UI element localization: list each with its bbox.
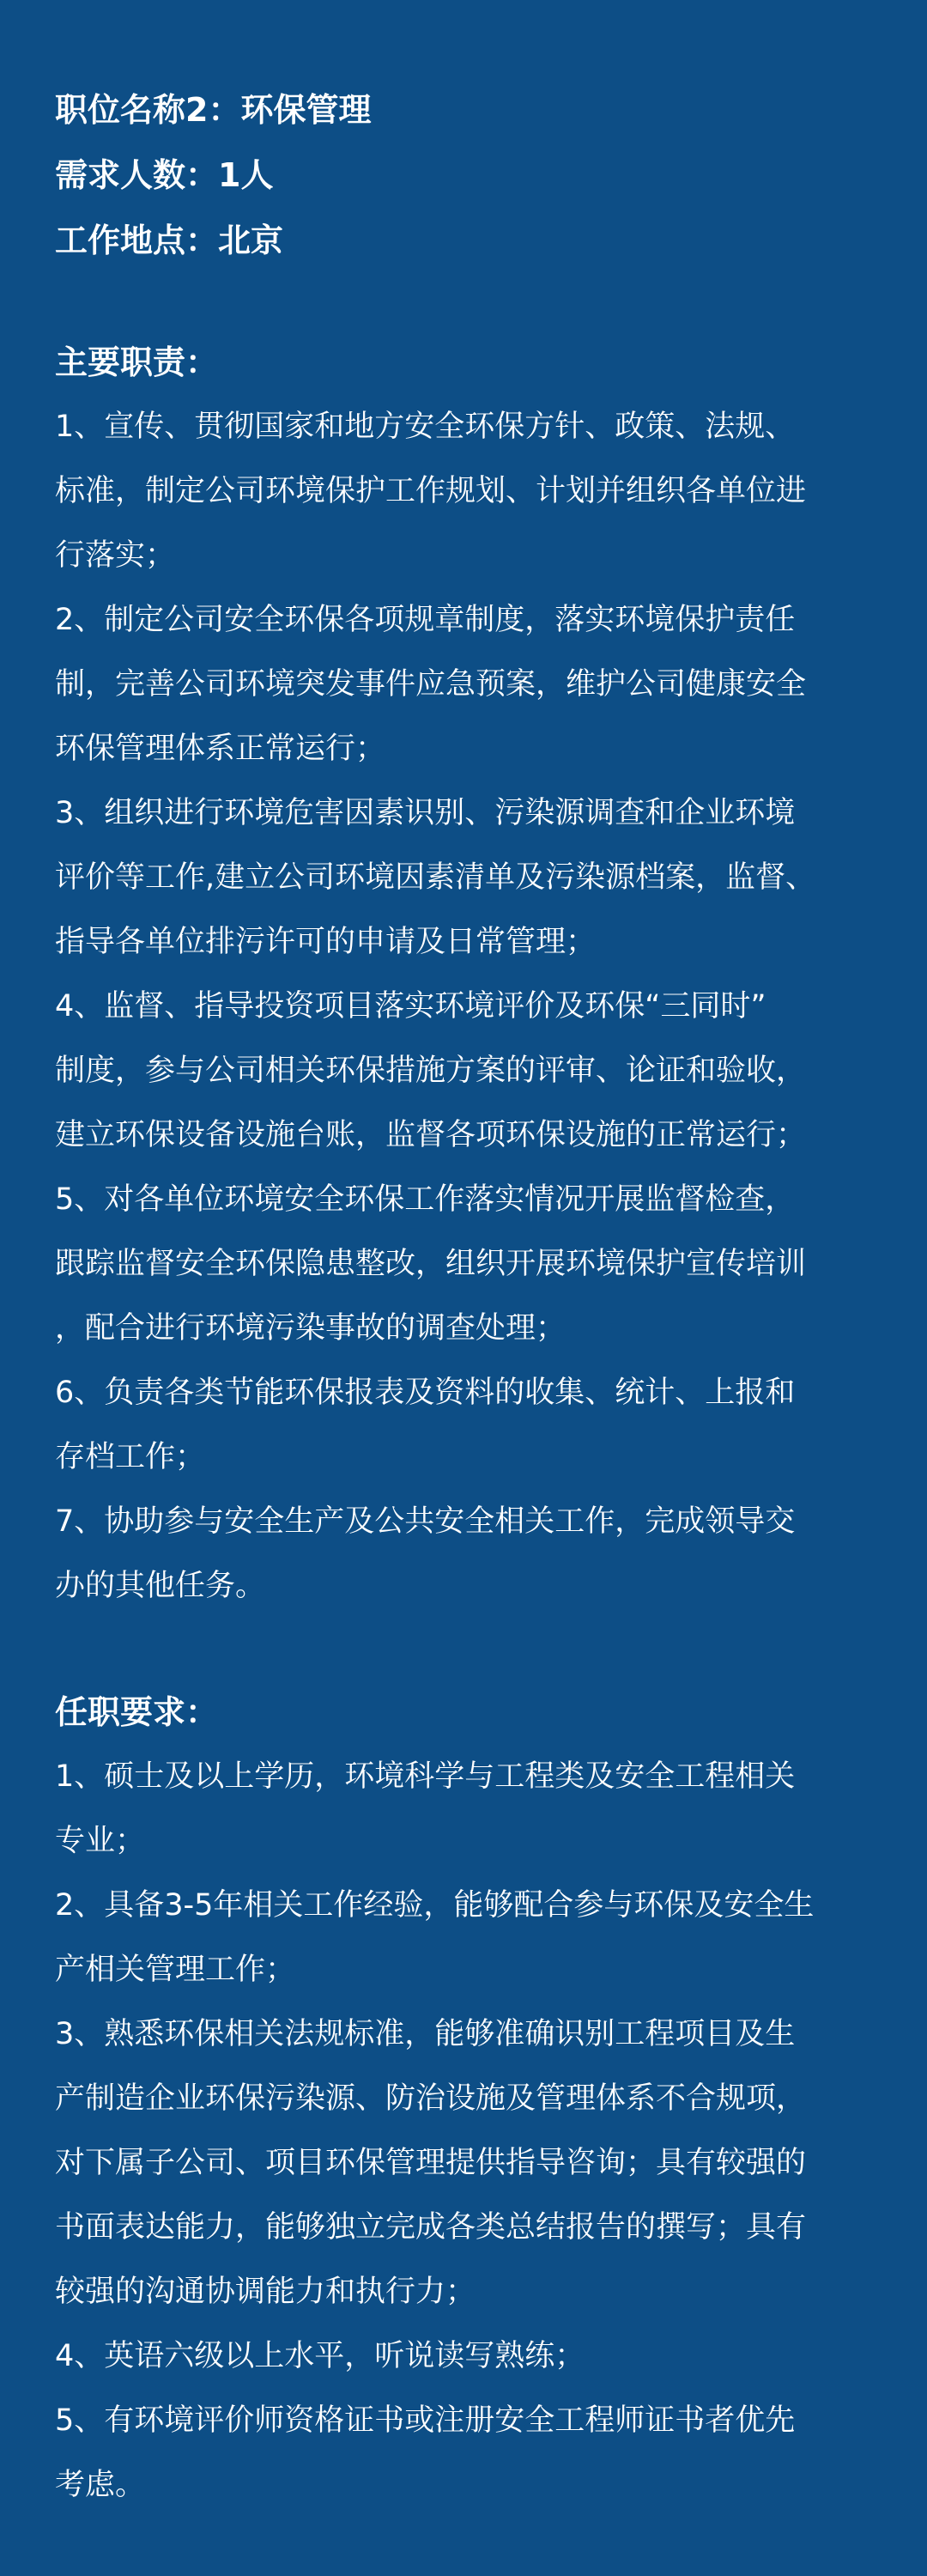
duty-line: 指导各单位排污许可的申请及日常管理； xyxy=(55,925,597,959)
duty-line: 5、对各单位环境安全环保工作落实情况开展监督检查， xyxy=(55,1182,796,1217)
requirement-line: 3、熟悉环保相关法规标准，能够准确识别工程项目及生 xyxy=(55,2017,796,2051)
duty-line: 标准，制定公司环境保护工作规划、计划并组织各单位进 xyxy=(55,474,807,508)
requirements-section xyxy=(55,1680,862,2518)
duty-line: 3、组织进行环境危害因素识别、污染源调查和企业环境 xyxy=(55,796,796,830)
duty-line: 制，完善公司环境突发事件应急预案，维护公司健康安全 xyxy=(55,667,807,702)
duty-line: 评价等工作,建立公司环境因素清单及污染源档案，监督、 xyxy=(55,860,816,895)
duty-line: 存档工作； xyxy=(55,1440,206,1474)
duties-section xyxy=(55,330,862,1619)
duty-line: 制度，参与公司相关环保措施方案的评审、论证和验收， xyxy=(55,1054,807,1088)
duty-line: 1、宣传、贯彻国家和地方安全环保方针、政策、法规、 xyxy=(55,410,796,444)
requirement-line: 产制造企业环保污染源、防治设施及管理体系不合规项， xyxy=(55,2081,807,2116)
requirement-line: 4、英语六级以上水平，听说读写熟练； xyxy=(55,2339,585,2373)
requirement-line: 5、有环境评价师资格证书或注册安全工程师证书者优先 xyxy=(55,2403,796,2438)
requirement-line: 较强的沟通协调能力和执行力； xyxy=(55,2275,476,2309)
work-location: 工作地点：北京 xyxy=(55,222,284,259)
duty-line: 4、监督、指导投资项目落实环境评价及环保“三同时” xyxy=(55,989,766,1024)
requirement-line: 专业； xyxy=(55,1824,146,1858)
headcount: 需求人数：1人 xyxy=(55,156,274,194)
duty-line: 跟踪监督安全环保隐患整改，组织开展环境保护宣传培训 xyxy=(55,1247,807,1281)
position-name: 职位名称2：环保管理 xyxy=(55,91,372,129)
job-summary xyxy=(55,77,371,273)
requirement-line: 对下属子公司、项目环保管理提供指导咨询；具有较强的 xyxy=(55,2146,807,2180)
duties-title: 主要职责： xyxy=(55,343,219,381)
duty-line: 办的其他任务。 xyxy=(55,1569,266,1603)
requirement-line: 考虑。 xyxy=(55,2468,146,2502)
duty-line: 6、负责各类节能环保报表及资料的收集、统计、上报和 xyxy=(55,1376,796,1410)
duty-line: 环保管理体系正常运行； xyxy=(55,732,386,766)
duty-line: ，配合进行环境污染事故的调查处理； xyxy=(55,1311,566,1346)
duty-line: 7、协助参与安全生产及公共安全相关工作，完成领导交 xyxy=(55,1504,796,1539)
requirement-line: 1、硕士及以上学历，环境科学与工程类及安全工程相关 xyxy=(55,1759,796,1794)
requirement-line: 书面表达能力，能够独立完成各类总结报告的撰写；具有 xyxy=(55,2210,807,2245)
duty-line: 2、制定公司安全环保各项规章制度，落实环境保护责任 xyxy=(55,603,796,637)
duty-line: 行落实； xyxy=(55,538,176,573)
duty-line: 建立环保设备设施台账，监督各项环保设施的正常运行； xyxy=(55,1118,807,1152)
requirement-line: 2、具备3-5年相关工作经验，能够配合参与环保及安全生 xyxy=(55,1888,815,1923)
requirements-title: 任职要求： xyxy=(55,1693,219,1731)
requirement-line: 产相关管理工作； xyxy=(55,1953,296,1987)
